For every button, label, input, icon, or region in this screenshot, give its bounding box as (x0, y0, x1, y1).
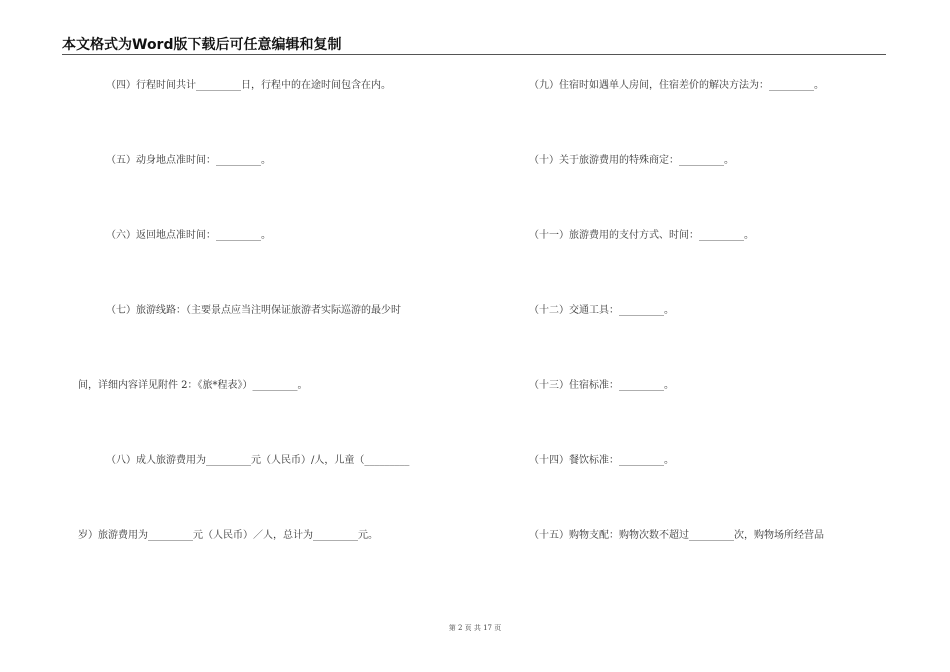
right-line-10: （十）关于旅游费用的特殊商定：_________。 (529, 155, 734, 166)
right-line-9: （九）住宿时如遇单人房间，住宿差价的解决方法为：_________。 (529, 80, 824, 91)
left-line-4: （四）行程时间共计_________日，行程中的在途时间包含在内。 (106, 80, 391, 91)
left-line-8-cont: 岁）旅游费用为_________元（人民币）／人，总计为_________元。 (78, 530, 378, 541)
right-line-11: （十一）旅游费用的支付方式、时间：_________。 (529, 230, 754, 241)
left-line-7-cont: 间，详细内容详见附件 2：《旅*程表》）_________。 (78, 380, 308, 391)
document-header-title: 本文格式为Word版下载后可任意编辑和复制 (62, 37, 342, 53)
page-number: 第 2 页 共 17 页 (448, 624, 502, 632)
left-line-7: （七）旅游线路：（主要景点应当注明保证旅游者实际巡游的最少时 (106, 305, 401, 316)
right-line-15: （十五）购物支配：购物次数不超过_________次，购物场所经营品 (529, 530, 824, 541)
left-line-8: （八）成人旅游费用为_________元（人民币）/人，儿童（_________ (106, 455, 410, 466)
left-line-5: （五）动身地点准时间：_________。 (106, 155, 271, 166)
right-line-12: （十二）交通工具：_________。 (529, 305, 674, 316)
left-line-6: （六）返回地点准时间：_________。 (106, 230, 271, 241)
right-line-14: （十四）餐饮标准：_________。 (529, 455, 674, 466)
right-line-13: （十三）住宿标准：_________。 (529, 380, 674, 391)
header-divider (62, 54, 886, 55)
